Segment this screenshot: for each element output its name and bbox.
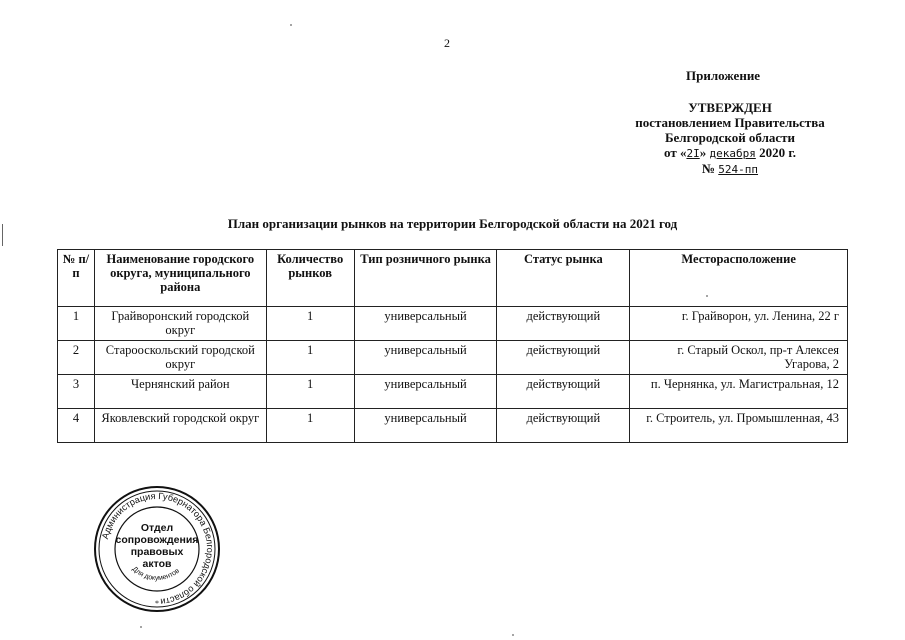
table-row xyxy=(58,409,848,443)
table-header-row xyxy=(58,250,848,307)
cell-type: универсальный xyxy=(354,341,497,375)
document-number: 524-пп xyxy=(718,163,759,176)
cell-name: Чернянский район xyxy=(94,375,266,409)
cell-status: действующий xyxy=(497,375,630,409)
cell-location: п. Чернянка, ул. Магистральная, 12 xyxy=(630,375,848,409)
header-num: № п/п xyxy=(58,250,95,307)
approval-date xyxy=(600,145,860,161)
number-prefix: № xyxy=(701,161,716,176)
table-row xyxy=(58,341,848,375)
header-status: Статус рынка xyxy=(497,250,630,307)
cell-location: г. Старый Оскол, пр-т Алексея Угарова, 2 xyxy=(630,341,848,375)
cell-count: 1 xyxy=(266,375,354,409)
document-title: План организации рынков на территории Белгородской области на 2021 год xyxy=(227,216,678,231)
stamp-center-line: правовых xyxy=(130,546,184,558)
cell-count: 1 xyxy=(266,341,354,375)
cell-location: г. Строитель, ул. Промышленная, 43 xyxy=(630,409,848,443)
stamp-center xyxy=(114,522,200,570)
date-mid: » xyxy=(699,145,707,160)
stamp-bottom-text: Для документов xyxy=(130,565,181,583)
date-year: 2020 г. xyxy=(759,145,796,160)
approval-line-1: постановлением Правительства xyxy=(635,115,825,130)
table-row xyxy=(58,375,848,409)
header-location: Месторасположение xyxy=(630,250,848,307)
date-prefix: от « xyxy=(663,145,687,160)
stamp-center-line: Отдел xyxy=(140,522,174,534)
appendix-label: Приложение xyxy=(686,68,761,83)
date-day: 2I xyxy=(686,147,700,160)
cell-num: 4 xyxy=(58,409,95,443)
approval-line-2: Белгородской области xyxy=(664,130,796,145)
approval-number xyxy=(600,161,860,177)
star-icon: * xyxy=(155,599,159,608)
cell-location: г. Грайворон, ул. Ленина, 22 г xyxy=(630,307,848,341)
header-name: Наименование городского округа, муниципального района xyxy=(94,250,266,307)
approved-label: УТВЕРЖДЕН xyxy=(688,100,772,115)
cell-status: действующий xyxy=(497,307,630,341)
cell-type: универсальный xyxy=(354,307,497,341)
cell-type: универсальный xyxy=(354,409,497,443)
cell-status: действующий xyxy=(497,341,630,375)
cell-name: Грайворонский городской округ xyxy=(94,307,266,341)
stamp-ring-text: Администрация Губернатора Белгородской области xyxy=(100,490,216,607)
header-count: Количество рынков xyxy=(266,250,354,307)
date-month: декабря xyxy=(709,147,756,160)
table-row xyxy=(58,307,848,341)
approval-block xyxy=(600,100,860,177)
cell-num: 2 xyxy=(58,341,95,375)
scan-dot xyxy=(512,634,514,636)
stamp-center-line: сопровождения xyxy=(115,534,199,546)
scan-dot xyxy=(290,24,292,26)
cell-num: 3 xyxy=(58,375,95,409)
cell-name: Старооскольский городской округ xyxy=(94,341,266,375)
cell-num: 1 xyxy=(58,307,95,341)
cell-status: действующий xyxy=(497,409,630,443)
markets-table xyxy=(57,249,848,443)
cell-count: 1 xyxy=(266,307,354,341)
cell-count: 1 xyxy=(266,409,354,443)
cell-name: Яковлевский городской округ xyxy=(94,409,266,443)
stamp-center-line: актов xyxy=(142,558,172,570)
page-number: 2 xyxy=(444,36,450,50)
header-type: Тип розничного рынка xyxy=(354,250,497,307)
scan-dot xyxy=(140,626,142,628)
cell-type: универсальный xyxy=(354,375,497,409)
